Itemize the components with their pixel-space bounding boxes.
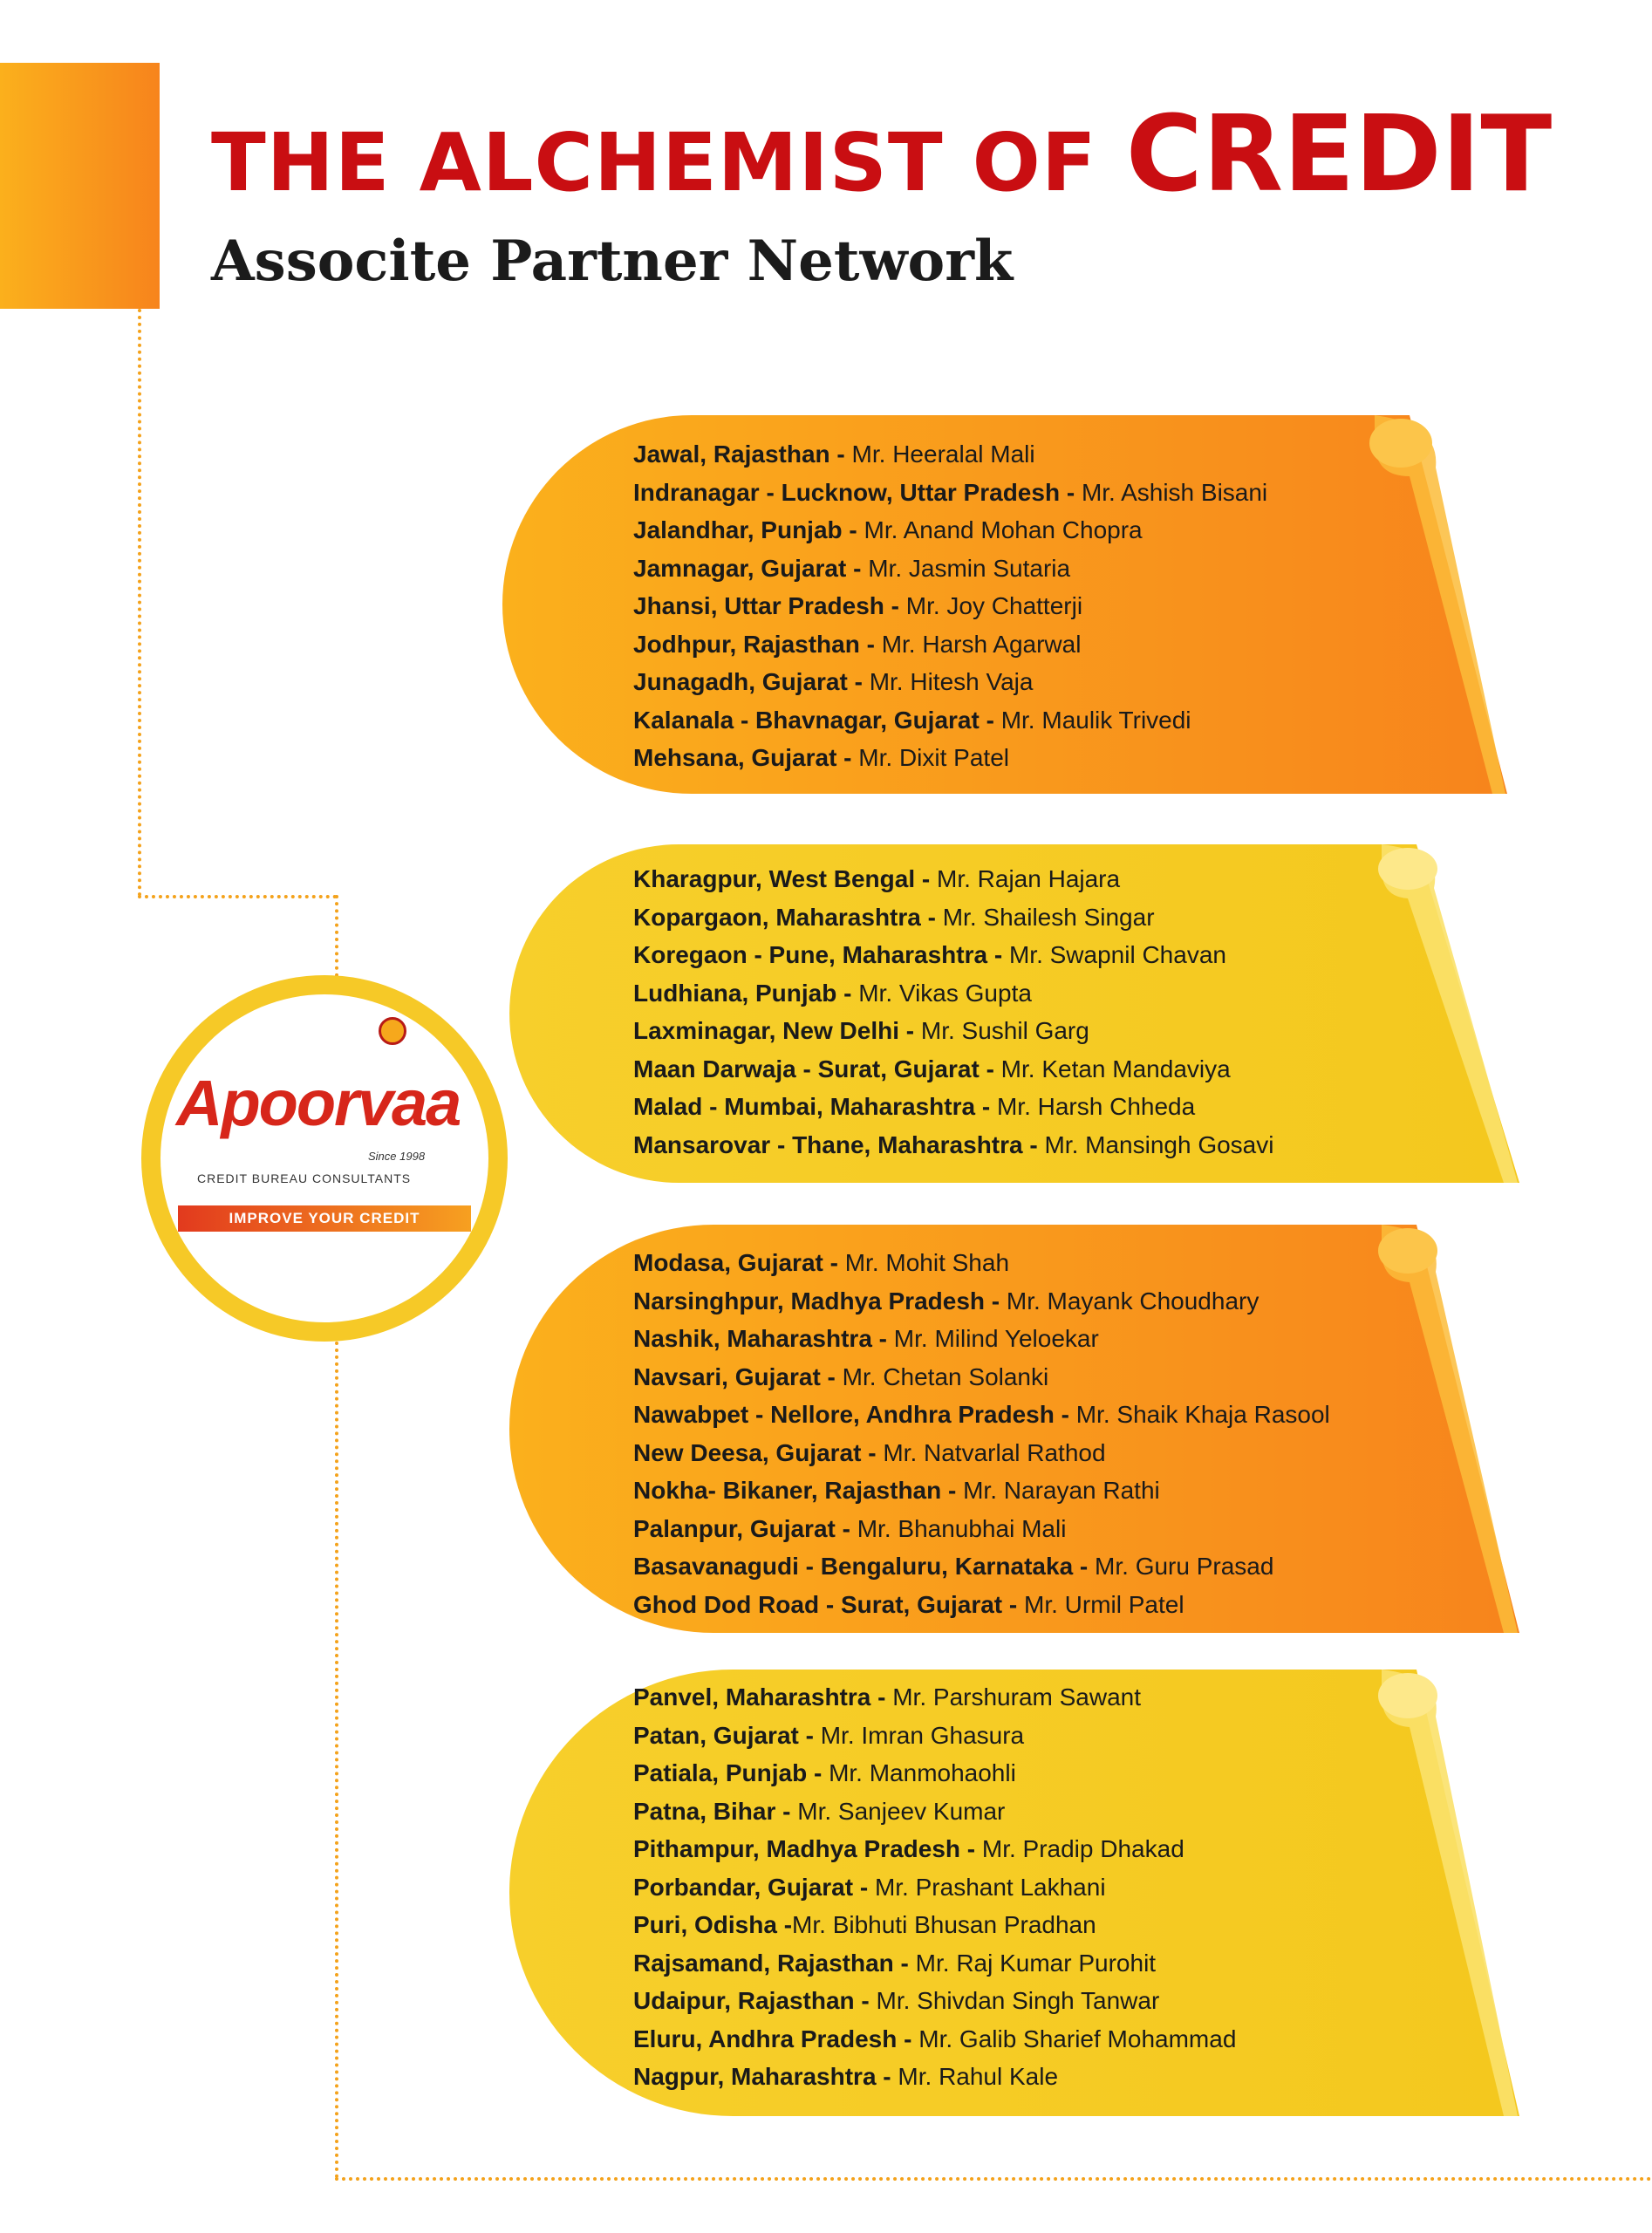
list-item: [633, 1472, 1330, 1510]
partner-name: Mr. Ashish Bisani: [1081, 478, 1268, 506]
page-subtitle: Associte Partner Network: [211, 229, 1014, 294]
partner-location: Kopargaon, Maharashtra -: [633, 903, 943, 931]
partner-name: Mr. Sushil Garg: [920, 1017, 1089, 1044]
partner-name: Mr. Vikas Gupta: [858, 979, 1032, 1007]
partner-location: Jawal, Rajasthan -: [633, 440, 852, 468]
partner-name: Mr. Hitesh Vaja: [869, 668, 1034, 695]
partner-name: Mr. Galib Sharief Mohammad: [918, 2025, 1237, 2052]
list-item: [633, 1793, 1236, 1831]
partner-list: [633, 860, 1273, 1164]
registered-mark: ®: [448, 1029, 459, 1044]
partner-location: Indranagar - Lucknow, Uttar Pradesh -: [633, 478, 1082, 506]
list-item: [633, 1012, 1273, 1050]
partner-location: Koregaon - Pune, Maharashtra -: [633, 941, 1009, 968]
logo-face: [160, 994, 488, 1322]
partner-name: Mr. Rahul Kale: [898, 2063, 1059, 2090]
page-title: [211, 94, 1553, 215]
partner-location: Nawabpet - Nellore, Andhra Pradesh -: [633, 1401, 1076, 1428]
list-item: [633, 974, 1273, 1013]
partner-location: Patan, Gujarat -: [633, 1721, 821, 1749]
partner-name: Mr. Shivdan Singh Tanwar: [876, 1987, 1160, 2014]
partner-location: Jalandhar, Punjab -: [633, 516, 864, 543]
partner-name: Mr. Jasmin Sutaria: [868, 554, 1071, 582]
partner-name: Mr. Mansingh Gosavi: [1044, 1130, 1274, 1158]
partner-name: Mr. Sanjeev Kumar: [797, 1797, 1006, 1825]
partner-location: Rajsamand, Rajasthan -: [633, 1949, 916, 1977]
partner-panel-3: [509, 1225, 1521, 1633]
list-item: [633, 898, 1273, 937]
partner-name: Mr. Manmohaohli: [829, 1759, 1016, 1786]
partner-location: Panvel, Maharashtra -: [633, 1683, 893, 1711]
partner-name: Mr. Shailesh Singar: [942, 903, 1155, 931]
partner-location: Jamnagar, Gujarat -: [633, 554, 869, 582]
partner-name: Mr. Harsh Chheda: [996, 1093, 1196, 1120]
partner-name: Mr. Joy Chatterji: [905, 592, 1083, 619]
partner-location: Kalanala - Bhavnagar, Gujarat -: [633, 706, 1001, 734]
partner-location: Puri, Odisha -: [633, 1911, 793, 1938]
partner-panel-4: [509, 1670, 1521, 2116]
partner-location: Nashik, Maharashtra -: [633, 1325, 894, 1352]
connector-line: [335, 1342, 338, 2179]
list-item: [633, 936, 1273, 974]
list-item: [633, 1830, 1236, 1868]
connector-line: [335, 895, 338, 977]
list-item: [633, 1050, 1273, 1089]
partner-list: [633, 1678, 1236, 2096]
partner-name: Mr. Chetan Solanki: [842, 1362, 1049, 1390]
list-item: [633, 663, 1267, 701]
partner-location: Mehsana, Gujarat -: [633, 744, 859, 771]
partner-name: Mr. Harsh Agarwal: [881, 630, 1082, 658]
partner-name: Mr. Ketan Mandaviya: [1000, 1055, 1231, 1082]
partner-name: Mr. Pradip Dhakad: [981, 1835, 1184, 1862]
logo-since: Since 1998: [368, 1150, 426, 1163]
list-item: [633, 1320, 1330, 1358]
title-part-1: THE ALCHEMIST OF: [211, 116, 1126, 209]
partner-name: Mr. Bibhuti Bhusan Pradhan: [792, 1911, 1096, 1938]
title-part-2: CREDIT: [1125, 94, 1553, 215]
partner-location: Ghod Dod Road - Surat, Gujarat -: [633, 1590, 1024, 1618]
partner-name: Mr. Shaik Khaja Rasool: [1075, 1401, 1330, 1428]
logo-descriptor: CREDIT BUREAU CONSULTANTS: [197, 1171, 412, 1185]
partner-location: Patna, Bihar -: [633, 1797, 798, 1825]
connector-line: [335, 2177, 1652, 2181]
partner-location: Ludhiana, Punjab -: [633, 979, 859, 1007]
partner-location: Nokha- Bikaner, Rajasthan -: [633, 1477, 964, 1504]
partner-name: Mr. Anand Mohan Chopra: [864, 516, 1143, 543]
partner-panel-1: [502, 415, 1514, 794]
partner-location: Palanpur, Gujarat -: [633, 1514, 857, 1542]
partner-name: Mr. Guru Prasad: [1095, 1553, 1274, 1580]
partner-location: Jodhpur, Rajasthan -: [633, 630, 882, 658]
list-item: [633, 1126, 1273, 1164]
list-item: [633, 1547, 1330, 1586]
list-item: [633, 1282, 1330, 1321]
corner-accent-block: [0, 63, 160, 309]
list-item: [633, 587, 1267, 625]
list-item: [633, 1244, 1330, 1282]
list-item: [633, 511, 1267, 550]
partner-location: Navsari, Gujarat -: [633, 1362, 843, 1390]
partner-list: [633, 1244, 1330, 1623]
partner-name: Mr. Raj Kumar Purohit: [915, 1949, 1157, 1977]
partner-location: Porbandar, Gujarat -: [633, 1873, 875, 1901]
list-item: [633, 474, 1267, 512]
partner-location: Mansarovar - Thane, Maharashtra -: [633, 1130, 1045, 1158]
partner-name: Mr. Bhanubhai Mali: [857, 1514, 1067, 1542]
partner-name: Mr. Narayan Rathi: [963, 1477, 1160, 1504]
list-item: [633, 1358, 1330, 1396]
logo-tagline: IMPROVE YOUR CREDIT: [178, 1205, 471, 1232]
logo-brand-name: Apoorvaa: [176, 1067, 461, 1139]
list-item: [633, 1717, 1236, 1755]
list-item: [633, 860, 1273, 898]
list-item: [633, 2020, 1236, 2059]
list-item: [633, 1754, 1236, 1793]
partner-name: Mr. Swapnil Chavan: [1008, 941, 1226, 968]
list-item: [633, 701, 1267, 740]
list-item: [633, 435, 1267, 474]
partner-name: Mr. Mohit Shah: [844, 1249, 1010, 1276]
partner-location: Eluru, Andhra Pradesh -: [633, 2025, 919, 2052]
list-item: [633, 1868, 1236, 1907]
list-item: [633, 625, 1267, 664]
list-item: [633, 1396, 1330, 1434]
list-item: [633, 1906, 1236, 1944]
list-item: [633, 2058, 1236, 2096]
list-item: [633, 1982, 1236, 2020]
partner-name: Mr. Maulik Trivedi: [1000, 706, 1191, 734]
partner-location: Patiala, Punjab -: [633, 1759, 829, 1786]
list-item: [633, 1088, 1273, 1126]
partner-name: Mr. Dixit Patel: [858, 744, 1009, 771]
partner-name: Mr. Mayank Choudhary: [1006, 1287, 1259, 1315]
connector-line: [138, 895, 337, 898]
list-item: [633, 1678, 1236, 1717]
partner-location: New Deesa, Gujarat -: [633, 1438, 884, 1466]
partner-location: Modasa, Gujarat -: [633, 1249, 845, 1276]
partner-location: Laxminagar, New Delhi -: [633, 1017, 921, 1044]
partner-location: Narsinghpur, Madhya Pradesh -: [633, 1287, 1007, 1315]
pen-nib-icon: [379, 1017, 406, 1045]
partner-location: Jhansi, Uttar Pradesh -: [633, 592, 906, 619]
partner-location: Udaipur, Rajasthan -: [633, 1987, 877, 2014]
partner-name: Mr. Urmil Patel: [1024, 1590, 1184, 1618]
partner-name: Mr. Heeralal Mali: [851, 440, 1035, 468]
list-item: [633, 550, 1267, 588]
partner-location: Basavanagudi - Bengaluru, Karnataka -: [633, 1553, 1096, 1580]
partner-name: Mr. Milind Yeloekar: [893, 1325, 1099, 1352]
partner-location: Junagadh, Gujarat -: [633, 668, 870, 695]
list-item: [633, 1586, 1330, 1624]
list-item: [633, 739, 1267, 777]
connector-line: [138, 309, 141, 897]
list-item: [633, 1510, 1330, 1548]
partner-name: Mr. Imran Ghasura: [820, 1721, 1025, 1749]
partner-location: Maan Darwaja - Surat, Gujarat -: [633, 1055, 1001, 1082]
list-item: [633, 1434, 1330, 1472]
partner-name: Mr. Prashant Lakhani: [874, 1873, 1106, 1901]
partner-name: Mr. Rajan Hajara: [937, 865, 1121, 892]
partner-location: Kharagpur, West Bengal -: [633, 865, 937, 892]
partner-panel-2: [509, 844, 1521, 1183]
partner-name: Mr. Natvarlal Rathod: [883, 1438, 1106, 1466]
partner-location: Malad - Mumbai, Maharashtra -: [633, 1093, 997, 1120]
partner-name: Mr. Parshuram Sawant: [892, 1683, 1142, 1711]
company-logo: [141, 975, 508, 1342]
partner-location: Pithampur, Madhya Pradesh -: [633, 1835, 982, 1862]
list-item: [633, 1944, 1236, 1983]
partner-list: [633, 435, 1267, 777]
partner-location: Nagpur, Maharashtra -: [633, 2063, 898, 2090]
